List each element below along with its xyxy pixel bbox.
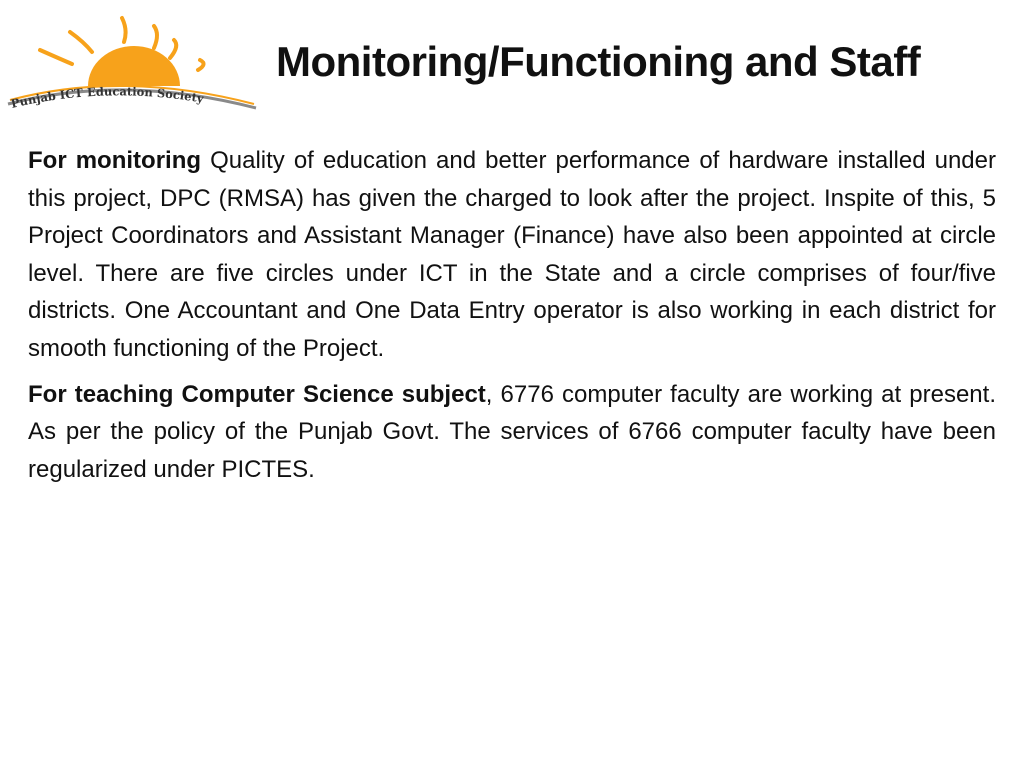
paragraph-lead: For monitoring [28, 147, 202, 174]
svg-text:Punjab ICT Education Society [10, 84, 205, 111]
sun-logo-graphic [4, 8, 260, 112]
page-title: Monitoring/Functioning and Staff [276, 38, 921, 85]
paragraph-monitoring [28, 142, 996, 368]
logo-text: Punjab ICT Education Society [9, 84, 205, 111]
paragraph-teaching [28, 376, 996, 489]
paragraph-text: Quality of education and better performance of hardware installed under this project, DPC (RMSA) has given the charged to look after the project. Inspite of this, 5 Project Coordinators and Assistant Manager (Finance) have also been appointed at circle level. There are five circles under ICT in the State and a circle comprises of four/five districts. One Accountant and One Data Entry operator is also working in each district for smooth functioning of the Project. [28, 147, 996, 362]
paragraph-text: , 6776 computer faculty are working at present. As per the policy of the Punjab Govt. The services of 6766 computer faculty have been regularized under PICTES. [28, 380, 996, 483]
paragraph-lead: For teaching Computer Science subject [28, 380, 486, 408]
punjab-ict-logo [4, 8, 260, 112]
content-body [28, 142, 996, 496]
